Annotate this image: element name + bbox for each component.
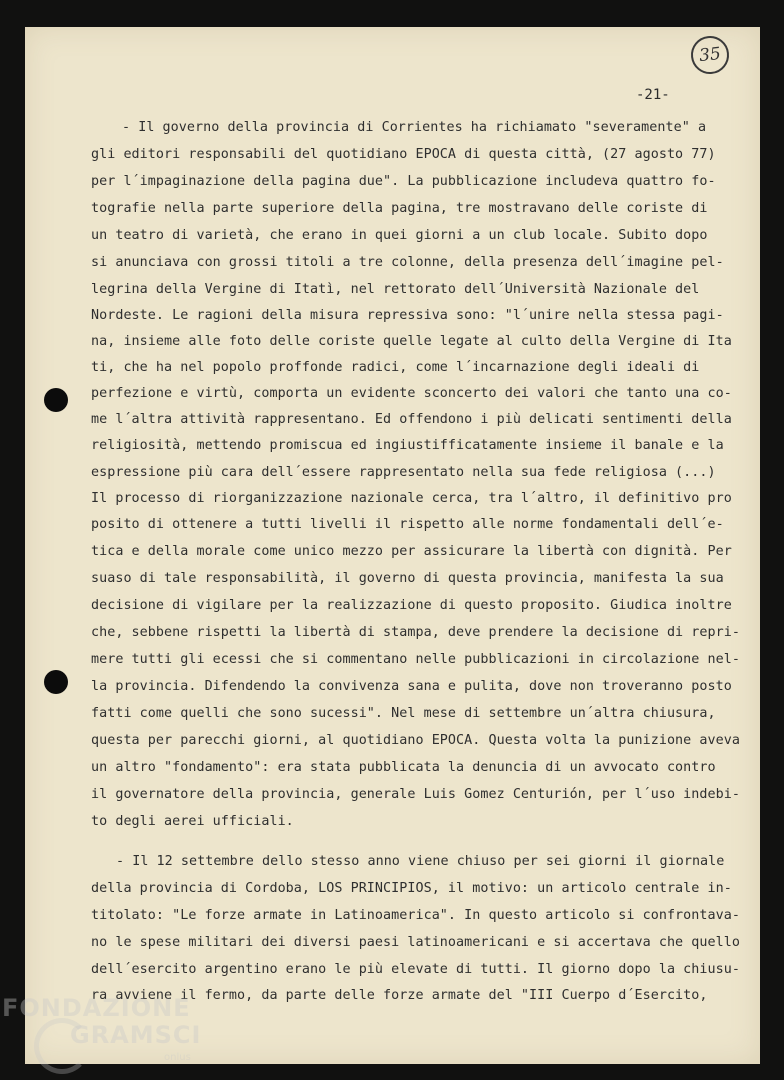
text-line: un altro "fondamento": era stata pubblicata la denuncia di un avvocato contro	[91, 760, 716, 775]
binder-hole-bottom	[44, 670, 68, 694]
page-number: -21-	[636, 87, 670, 103]
text-line: ti, che ha nel popolo proffonde radici, come l´incarnazione degli ideali di	[91, 360, 700, 375]
watermark-small: onlus	[164, 1052, 191, 1063]
text-line: della provincia di Cordoba, LOS PRINCIPIOS, il motivo: un articolo centrale in-	[91, 881, 732, 896]
text-line: no le spese militari dei diversi paesi latinoamericani e si accertava che quello	[91, 935, 740, 950]
text-line: religiosità, mettendo promiscua ed ingiustifficatamente insieme il banale e la	[91, 438, 724, 453]
folio-number: 35	[689, 34, 731, 76]
text-line: che, sebbene rispetti la libertà di stampa, deve prendere la decisione di repri-	[91, 625, 740, 640]
text-line: espressione più cara dell´essere rappresentato nella sua fede religiosa (...)	[91, 465, 716, 480]
text-line: suaso di tale responsabilità, il governo di questa provincia, manifesta la sua	[91, 571, 724, 586]
text-line: posito di ottenere a tutti livelli il rispetto alle norme fondamentali dell´e-	[91, 517, 724, 532]
text-line: to degli aerei ufficiali.	[91, 814, 294, 829]
text-line: questa per parecchi giorni, al quotidiano EPOCA. Questa volta la punizione aveva	[91, 733, 740, 748]
text-line: legrina della Vergine di Itatì, nel rettorato dell´Università Nazionale del	[91, 282, 700, 297]
text-line: per l´impaginazione della pagina due". La pubblicazione includeva quattro fo-	[91, 174, 716, 189]
text-line: tografie nella parte superiore della pagina, tre mostravano delle coriste di	[91, 201, 708, 216]
text-line: na, insieme alle foto delle coriste quelle legate al culto della Vergine di Ita	[91, 334, 732, 349]
watermark-line2: GRAMSCI	[70, 1021, 202, 1049]
text-line: - Il governo della provincia di Corrientes ha richiamato "severamente" a	[122, 120, 707, 135]
text-line: il governatore della provincia, generale Luis Gomez Centurión, per l´uso indebi-	[91, 787, 740, 802]
watermark-line1: FONDAZIONE	[2, 994, 191, 1022]
text-line: ra avviene il fermo, da parte delle forze armate del "III Cuerpo d´Esercito,	[91, 988, 708, 1003]
text-line: si anunciava con grossi titoli a tre colonne, della presenza dell´imagine pel-	[91, 255, 724, 270]
text-line: un teatro di varietà, che erano in quei giorni a un club locale. Subito dopo	[91, 228, 708, 243]
text-line: fatti come quelli che sono sucessi". Nel mese di settembre un´altra chiusura,	[91, 706, 716, 721]
text-line: - Il 12 settembre dello stesso anno viene chiuso per sei giorni il giornale	[116, 854, 725, 869]
text-line: Il processo di riorganizzazione nazionale cerca, tra l´altro, il definitivo pro	[91, 491, 732, 506]
text-line: decisione di vigilare per la realizzazione di questo proposito. Giudica inoltre	[91, 598, 732, 613]
binder-hole-top	[44, 388, 68, 412]
text-line: me l´altra attività rappresentano. Ed offendono i più delicati sentimenti della	[91, 412, 732, 427]
text-line: titolato: "Le forze armate in Latinoamerica". In questo articolo si confrontava-	[91, 908, 740, 923]
text-line: Nordeste. Le ragioni della misura repressiva sono: "l´unire nella stessa pagi-	[91, 308, 724, 323]
text-line: dell´esercito argentino erano le più elevate di tutti. Il giorno dopo la chiusu-	[91, 962, 740, 977]
text-line: la provincia. Difendendo la convivenza sana e pulita, dove non troveranno posto	[91, 679, 732, 694]
text-line: tica e della morale come unico mezzo per assicurare la libertà con dignità. Per	[91, 544, 732, 559]
text-line: mere tutti gli ecessi che si commentano nelle pubblicazioni in circolazione nel-	[91, 652, 740, 667]
text-line: gli editori responsabili del quotidiano EPOCA di questa città, (27 agosto 77)	[91, 147, 716, 162]
text-line: perfezione e virtù, comporta un evidente sconcerto dei valori che tanto una co-	[91, 386, 732, 401]
